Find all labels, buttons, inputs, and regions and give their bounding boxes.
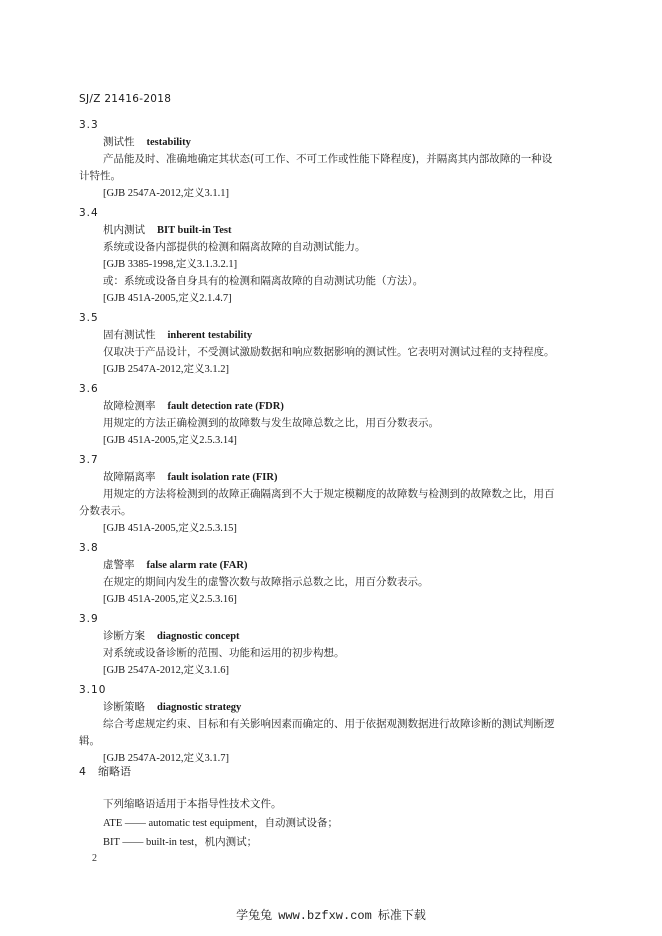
- definition-entry: [79, 540, 599, 611]
- entry-term: [103, 557, 599, 574]
- abbreviation-row: [103, 833, 338, 852]
- term-zh: 机内测试: [103, 224, 145, 236]
- abbreviation-en: ATE —— automatic test equipment，: [103, 818, 265, 829]
- section-title: 缩略语: [98, 765, 131, 778]
- entry-definition-line: 用规定的方法将检测到的故障正确隔离到不大于规定模糊度的故障数与检测到的故障数之比，用百: [103, 488, 555, 500]
- entry-definition-line: 产品能及时、准确地确定其状态(可工作、不可工作或性能下降程度)，并隔离其内部故障的一种设: [103, 153, 553, 165]
- abbreviation-zh: 自动测试设备；: [264, 817, 339, 829]
- term-zh: 虚警率: [103, 559, 135, 571]
- term-zh: 诊断方案: [103, 630, 145, 642]
- entry-number: 3.3: [79, 119, 99, 131]
- footer-watermark: [0, 906, 662, 923]
- entry-reference: [GJB 451A-2005,定义2.5.3.16]: [103, 594, 237, 605]
- entry-definition-line: 计特性。: [79, 170, 121, 182]
- section-number: 4: [79, 765, 86, 778]
- term-zh: 测试性: [103, 136, 135, 148]
- term-en: diagnostic strategy: [157, 702, 242, 713]
- abbreviation-zh: 机内测试；: [204, 836, 258, 848]
- definition-entry: [79, 452, 599, 540]
- entry-reference: [GJB 2547A-2012,定义3.1.7]: [103, 753, 229, 764]
- entry-definition-line: 用规定的方法正确检测到的故障数与发生故障总数之比，用百分数表示。: [103, 417, 439, 429]
- entry-definition-line: 分数表示。: [79, 505, 132, 517]
- entry-reference: [GJB 451A-2005,定义2.5.3.15]: [103, 523, 237, 534]
- entry-term: [103, 134, 599, 151]
- definition-entry: [79, 682, 599, 770]
- term-zh: 诊断策略: [103, 701, 145, 713]
- footer-tagline: 标准下载: [377, 908, 426, 922]
- entry-term: [103, 469, 599, 486]
- abbreviation-intro: 下列缩略语适用于本指导性技术文件。: [103, 798, 282, 810]
- entry-reference: [GJB 2547A-2012,定义3.1.6]: [103, 665, 229, 676]
- entry-alt-reference: [GJB 451A-2005,定义2.1.4.7]: [103, 293, 232, 304]
- term-zh: 故障检测率: [103, 400, 156, 412]
- standard-code: SJ/Z 21416-2018: [79, 93, 172, 105]
- page-number: 2: [92, 853, 97, 864]
- term-en: BIT built-in Test: [157, 225, 232, 236]
- definition-entry: [79, 205, 599, 310]
- term-en: false alarm rate (FAR): [146, 560, 248, 571]
- section-heading: [79, 763, 131, 779]
- definition-list: [79, 117, 599, 770]
- entry-reference: [GJB 2547A-2012,定义3.1.1]: [103, 188, 229, 199]
- entry-number: 3.6: [79, 383, 99, 395]
- entry-number: 3.4: [79, 207, 99, 219]
- term-en: testability: [146, 137, 191, 148]
- abbreviation-row: [103, 814, 338, 833]
- entry-alt-definition: 或：系统或设备自身具有的检测和隔离故障的自动测试功能（方法）。: [103, 275, 424, 287]
- definition-entry: [79, 381, 599, 452]
- definition-entry: [79, 310, 599, 381]
- entry-definition-line: 仅取决于产品设计，不受测试激励数据和响应数据影响的测试性。它表明对测试过程的支持程度。: [103, 346, 555, 358]
- term-en: fault detection rate (FDR): [167, 401, 284, 412]
- entry-definition-line: 对系统或设备诊断的范围、功能和运用的初步构想。: [103, 647, 345, 659]
- definition-entry: [79, 611, 599, 682]
- entry-definition-line: 系统或设备内部提供的检测和隔离故障的自动测试能力。: [103, 241, 366, 253]
- entry-term: [103, 628, 599, 645]
- entry-reference: [GJB 2547A-2012,定义3.1.2]: [103, 364, 229, 375]
- entry-reference: [GJB 451A-2005,定义2.5.3.14]: [103, 435, 237, 446]
- entry-number: 3.10: [79, 684, 107, 696]
- term-zh: 故障隔离率: [103, 471, 156, 483]
- term-en: fault isolation rate (FIR): [167, 472, 278, 483]
- entry-term: [103, 327, 599, 344]
- term-en: inherent testability: [167, 330, 253, 341]
- footer-url[interactable]: www.bzfxw.com: [278, 909, 372, 923]
- entry-term: [103, 398, 599, 415]
- term-zh: 固有测试性: [103, 329, 156, 341]
- definition-entry: [79, 117, 599, 205]
- abbreviation-en: BIT —— built-in test，: [103, 837, 205, 848]
- entry-number: 3.5: [79, 312, 99, 324]
- entry-number: 3.7: [79, 454, 99, 466]
- entry-reference: [GJB 3385-1998,定义3.1.3.2.1]: [103, 259, 238, 270]
- term-en: diagnostic concept: [157, 631, 240, 642]
- footer-site-name: 学兔兔: [236, 908, 273, 922]
- abbreviation-list: [103, 795, 338, 852]
- entry-definition-line: 辑。: [79, 735, 100, 747]
- entry-definition-line: 综合考虑规定约束、目标和有关影响因素而确定的、用于依据观测数据进行故障诊断的测试判断逻: [103, 718, 555, 730]
- entry-term: [103, 222, 599, 239]
- entry-number: 3.9: [79, 613, 99, 625]
- entry-definition-line: 在规定的期间内发生的虚警次数与故障指示总数之比，用百分数表示。: [103, 576, 429, 588]
- entry-term: [103, 699, 599, 716]
- entry-number: 3.8: [79, 542, 99, 554]
